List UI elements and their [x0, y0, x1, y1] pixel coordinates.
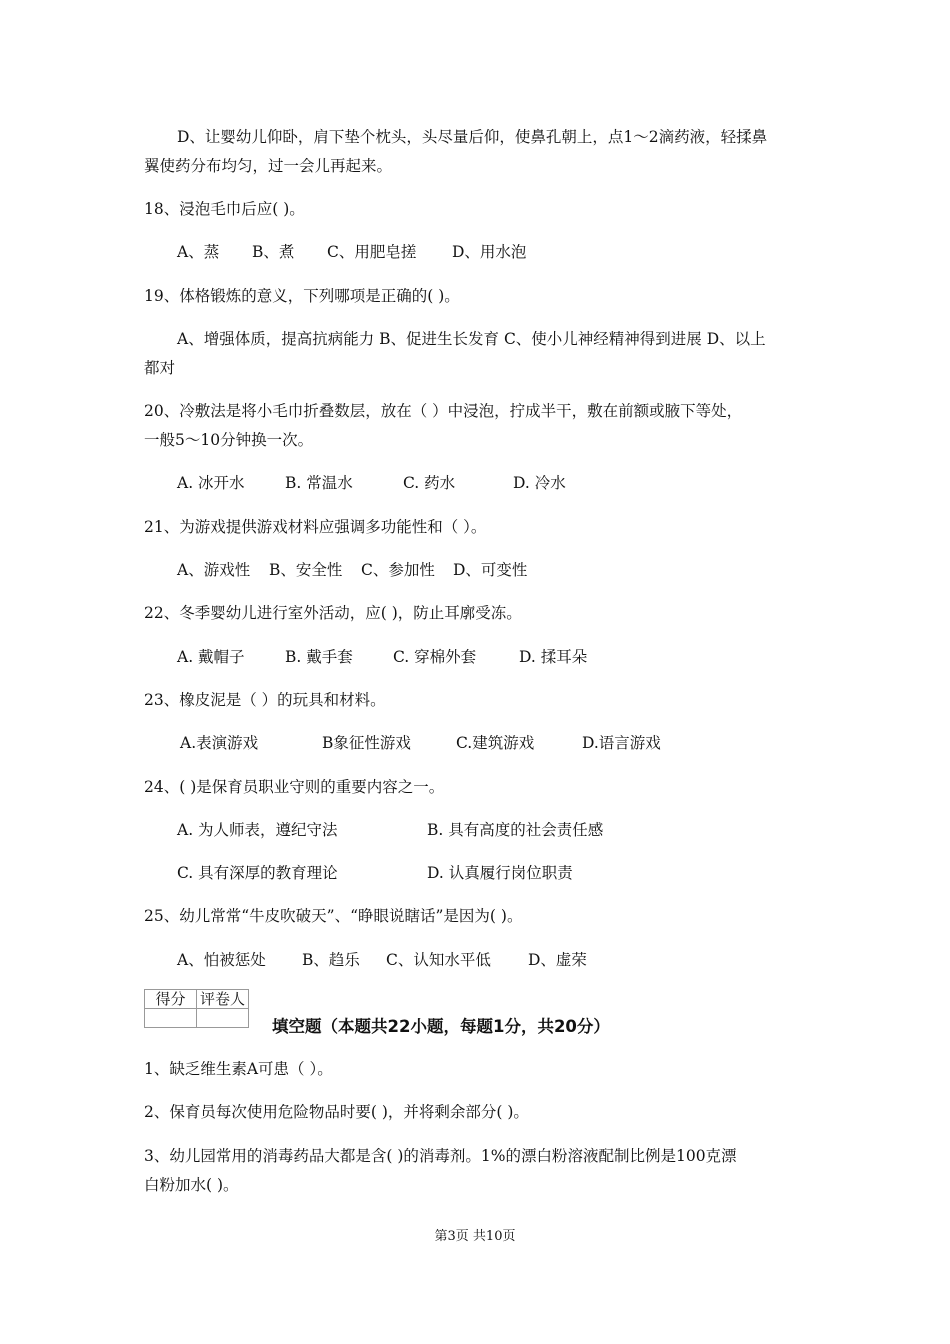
q25-stem: 25、幼儿常常“牛皮吹破天”、“睁眼说瞎话”是因为( )。 — [144, 907, 523, 925]
fill-question-3-line2: 白粉加水( )。 — [144, 1176, 239, 1194]
fill-question-1: 1、缺乏维生素A可患（ ）。 — [144, 1060, 333, 1078]
q17-option-d-line2: 翼使药分布均匀，过一会儿再起来。 — [144, 157, 393, 175]
q22-option-a: A. 戴帽子 — [177, 648, 245, 666]
q20-option-d: D. 冷水 — [513, 474, 566, 492]
q24-options-row2 — [177, 863, 573, 883]
q20-option-b: B. 常温水 — [285, 474, 353, 492]
score-header: 得分 — [145, 990, 197, 1009]
q22-option-b: B. 戴手套 — [285, 648, 353, 666]
q25-option-b: B、趋乐 — [302, 951, 360, 969]
q21-option-c: C、参加性 — [361, 561, 435, 579]
grader-cell — [197, 1009, 249, 1028]
q18-option-b: B、煮 — [252, 243, 295, 261]
q21-option-a: A、游戏性 — [177, 561, 251, 579]
page-footer: 第3页 共10页 — [434, 1229, 516, 1244]
q24-option-d: D. 认真履行岗位职责 — [427, 864, 573, 882]
q21-option-d: D、可变性 — [453, 561, 528, 579]
q24-options-row1 — [177, 820, 603, 840]
q18-stem: 18、浸泡毛巾后应( )。 — [144, 200, 305, 218]
q21-options — [177, 560, 527, 580]
q22-option-c: C. 穿棉外套 — [393, 648, 477, 666]
fill-question-2: 2、保育员每次使用危险物品时要( )，并将剩余部分( )。 — [144, 1103, 529, 1121]
q21-stem: 21、为游戏提供游戏材料应强调多功能性和（ ）。 — [144, 518, 487, 536]
q20-stem-line1: 20、冷敷法是将小毛巾折叠数层，放在（ ）中浸泡，拧成半干，敷在前额或腋下等处， — [144, 402, 743, 420]
section-title: 填空题（本题共22小题，每题1分，共20分） — [272, 1017, 610, 1036]
q20-options — [177, 473, 566, 493]
q18-option-c: C、用肥皂搓 — [327, 243, 417, 261]
q23-option-d: D.语言游戏 — [582, 734, 661, 752]
q25-option-a: A、怕被惩处 — [177, 951, 266, 969]
q24-option-b: B. 具有高度的社会责任感 — [427, 821, 604, 839]
q23-options — [180, 733, 661, 753]
q23-stem: 23、橡皮泥是（ ）的玩具和材料。 — [144, 691, 386, 709]
q25-option-c: C、认知水平低 — [386, 951, 491, 969]
q24-stem: 24、( )是保育员职业守则的重要内容之一。 — [144, 778, 445, 796]
q21-option-b: B、安全性 — [269, 561, 343, 579]
q24-option-a: A. 为人师表，遵纪守法 — [177, 821, 338, 839]
q22-option-d: D. 揉耳朵 — [519, 648, 588, 666]
q18-option-a: A、蒸 — [177, 243, 220, 261]
score-table — [144, 989, 249, 1028]
fill-question-3-line1: 3、幼儿园常用的消毒药品大都是含( )的消毒剂。1%的漂白粉溶液配制比例是100克漂 — [144, 1147, 737, 1165]
grader-header: 评卷人 — [197, 990, 249, 1009]
q20-option-c: C. 药水 — [403, 474, 456, 492]
q25-options — [177, 950, 587, 970]
q23-option-a: A.表演游戏 — [180, 734, 259, 752]
q19-options-line2: 都对 — [144, 359, 176, 377]
q24-option-c: C. 具有深厚的教育理论 — [177, 864, 338, 882]
q18-options — [177, 242, 526, 262]
q19-options-line1: A、增强体质，提高抗病能力 B、促进生长发育 C、使小儿神经精神得到进展 D、以上 — [177, 330, 766, 348]
q17-option-d-line1: D、让婴幼儿仰卧，肩下垫个枕头，头尽量后仰，使鼻孔朝上，点1～2滴药液，轻揉鼻 — [177, 128, 768, 146]
q19-stem: 19、体格锻炼的意义，下列哪项是正确的( )。 — [144, 287, 460, 305]
q20-option-a: A. 冰开水 — [177, 474, 245, 492]
q22-options — [177, 647, 587, 667]
q18-option-d: D、用水泡 — [452, 243, 527, 261]
score-cell — [145, 1009, 197, 1028]
q25-option-d: D、虚荣 — [528, 951, 587, 969]
q20-stem-line2: 一般5～10分钟换一次。 — [144, 431, 314, 449]
q22-stem: 22、冬季婴幼儿进行室外活动，应( )，防止耳廓受冻。 — [144, 604, 522, 622]
q23-option-b: B象征性游戏 — [322, 734, 411, 752]
q23-option-c: C.建筑游戏 — [456, 734, 535, 752]
